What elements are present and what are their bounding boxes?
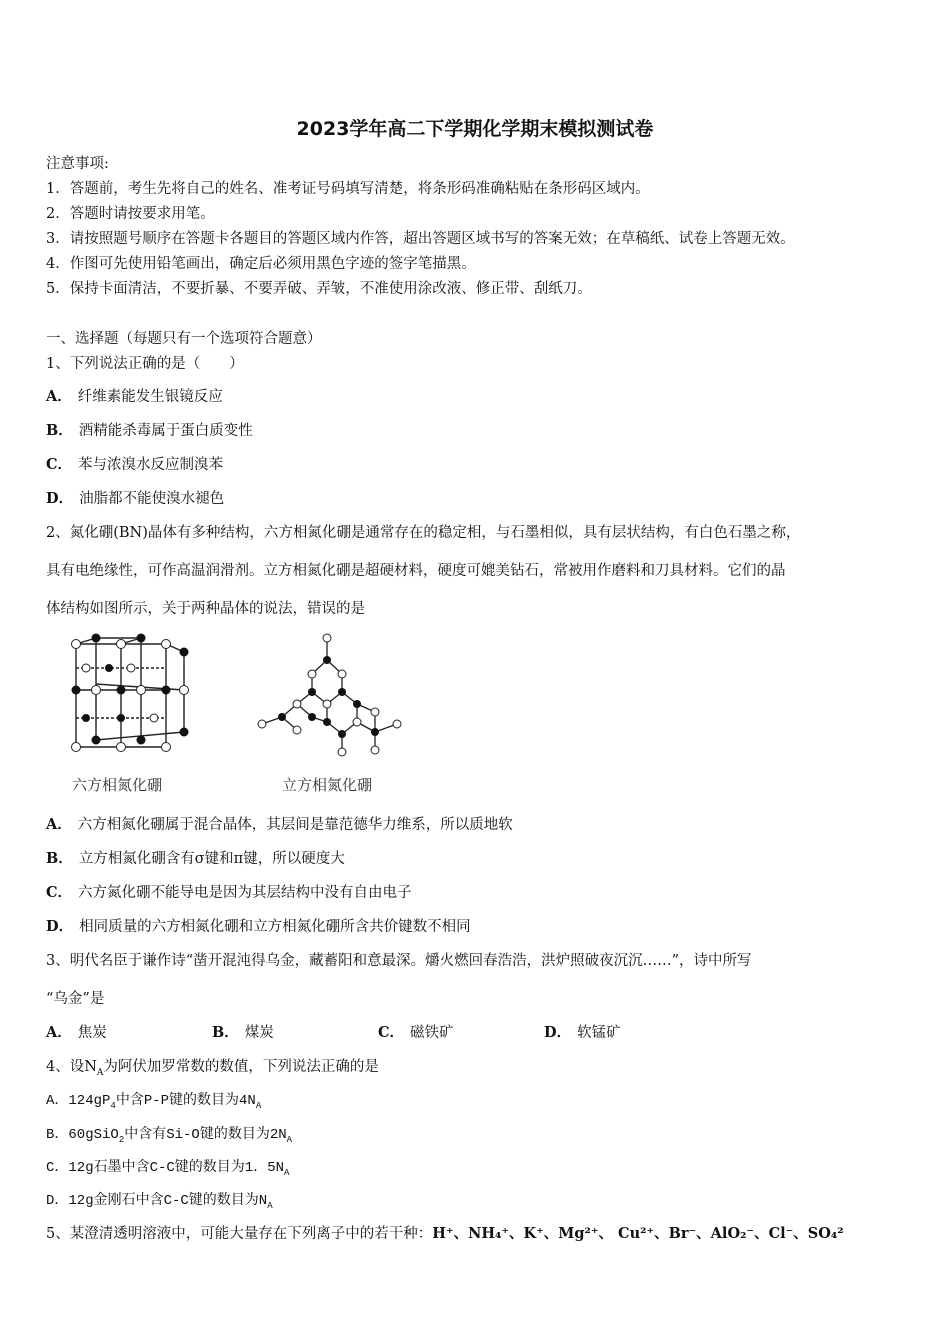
cubic-bn-structure-diagram xyxy=(257,632,417,757)
option-text-pre: A．124gP xyxy=(46,1093,111,1109)
q1-option-a[interactable] xyxy=(46,385,223,406)
caption-cubic-bn: 立方相氮化硼 xyxy=(282,776,373,794)
q2-option-b[interactable] xyxy=(46,847,345,868)
option-text: 煤炭 xyxy=(244,1025,274,1041)
option-letter: C． xyxy=(378,1024,405,1041)
q1-stem: 1、下列说法正确的是（ ） xyxy=(46,356,244,372)
option-text-mid: 中含P-P键的数目为4N xyxy=(115,1093,256,1109)
option-text: 软锰矿 xyxy=(577,1025,621,1041)
option-letter: B． xyxy=(212,1024,239,1041)
bn-crystal-figure xyxy=(62,628,422,803)
q4-option-c[interactable] xyxy=(46,1156,289,1178)
q3-option-c[interactable] xyxy=(378,1021,544,1042)
option-sub: A xyxy=(284,1167,290,1178)
option-text-pre: D．12g金刚石中含C-C键的数目为N xyxy=(46,1193,268,1209)
option-sub: A xyxy=(267,1200,273,1211)
q2-option-a[interactable] xyxy=(46,813,513,834)
q2-option-d[interactable] xyxy=(46,915,471,936)
q3-option-d[interactable] xyxy=(544,1021,710,1042)
notice-item-4: 4．作图可先使用铅笔画出，确定后必须用黑色字迹的签字笔描黑。 xyxy=(46,256,476,272)
notice-heading: 注意事项: xyxy=(46,156,109,172)
q5-ion-list: H⁺、NH₄⁺、K⁺、Mg²⁺、 Cu²⁺、Br⁻、AlO₂⁻、Cl⁻、SO₄² xyxy=(432,1225,844,1242)
option-sub: 4 xyxy=(110,1100,116,1111)
q4-option-b[interactable] xyxy=(46,1123,292,1145)
page-title: 2023学年高二下学期化学期末模拟测试卷 xyxy=(296,118,654,140)
q3-option-a[interactable] xyxy=(46,1021,212,1042)
q3-option-b[interactable] xyxy=(212,1021,378,1042)
option-sub: 2 xyxy=(118,1134,125,1145)
option-letter: B． xyxy=(46,850,73,867)
option-letter: B． xyxy=(46,422,73,439)
option-letter: A． xyxy=(46,1024,72,1041)
notice-item-1: 1．答题前，考生先将自己的姓名、准考证号码填写清楚，将条形码准确粘贴在条形码区域内。 xyxy=(46,181,650,197)
option-letter: D． xyxy=(544,1024,572,1041)
option-text: 纤维素能发生银镜反应 xyxy=(77,389,223,405)
option-letter: A． xyxy=(46,388,72,405)
q4-stem xyxy=(46,1055,379,1078)
option-letter: C． xyxy=(46,884,73,901)
option-sub: A xyxy=(255,1100,262,1111)
option-text: 六方氮化硼不能导电是因为其层结构中没有自由电子 xyxy=(78,885,412,901)
option-text: 立方相氮化硼含有σ键和π键，所以硬度大 xyxy=(78,851,345,867)
option-letter: D． xyxy=(46,490,74,507)
option-text-pre: B．60gSiO xyxy=(46,1127,119,1143)
section-heading: 一、选择题（每题只有一个选项符合题意） xyxy=(46,331,322,347)
q2-stem-line-2: 具有电绝缘性，可作高温润滑剂。立方相氮化硼是超硬材料，硬度可媲美钻石，常被用作磨料和刀具材料。它们的晶 xyxy=(46,563,786,579)
q2-option-c[interactable] xyxy=(46,881,412,902)
option-letter: C． xyxy=(46,456,73,473)
notice-item-5: 5．保持卡面清洁，不要折暴、不要弄破、弄皱，不准使用涂改液、修正带、刮纸刀。 xyxy=(46,281,592,297)
notice-item-3: 3．请按照题号顺序在答题卡各题目的答题区域内作答，超出答题区域书写的答案无效；在草稿纸、试卷上答题无效。 xyxy=(46,231,795,247)
q4-stem-pre: 4、设N xyxy=(46,1059,97,1075)
option-sub: A xyxy=(286,1134,293,1145)
option-text: 六方相氮化硼属于混合晶体，其层间是靠范德华力维系，所以质地软 xyxy=(77,817,513,833)
q4-option-a[interactable] xyxy=(46,1089,261,1111)
notice-item-2: 2．答题时请按要求用笔。 xyxy=(46,206,215,222)
q4-stem-sub: A xyxy=(96,1067,104,1078)
option-text-mid: 中含有Si-O键的数目为2N xyxy=(124,1127,287,1143)
q4-stem-post: 为阿伏加罗常数的数值，下列说法正确的是 xyxy=(103,1059,379,1075)
q2-stem-line-1: 2、氮化硼(BN)晶体有多种结构，六方相氮化硼是通常存在的稳定相，与石墨相似，具有层状结构，有白色石墨之称， xyxy=(46,525,801,541)
q4-option-d[interactable] xyxy=(46,1189,273,1211)
q3-stem-line-1: 3、明代名臣于谦作诗“凿开混沌得乌金，藏蓄阳和意最深。爝火燃回春浩浩，洪炉照破夜沉沉……”，诗中所写 xyxy=(46,953,752,969)
option-letter: A． xyxy=(46,816,72,833)
option-text: 油脂都不能使溴水褪色 xyxy=(79,491,225,507)
option-letter: D． xyxy=(46,918,74,935)
q1-option-d[interactable] xyxy=(46,487,224,508)
q3-stem-line-2: “乌金”是 xyxy=(46,991,105,1007)
option-text: 酒精能杀毒属于蛋白质变性 xyxy=(78,423,253,439)
q5-stem-text: 5、某澄清透明溶液中，可能大量存在下列离子中的若干种： xyxy=(46,1226,433,1242)
option-text-pre: C．12g石墨中含C-C键的数目为1．5N xyxy=(46,1160,285,1176)
option-text: 磁铁矿 xyxy=(410,1025,454,1041)
q3-options-row xyxy=(46,1021,710,1042)
option-text: 焦炭 xyxy=(77,1025,107,1041)
q5-stem xyxy=(46,1222,844,1243)
option-text: 苯与浓溴水反应制溴苯 xyxy=(78,457,224,473)
q2-stem-line-3: 体结构如图所示，关于两种晶体的说法，错误的是 xyxy=(46,601,365,617)
option-text: 相同质量的六方相氮化硼和立方相氮化硼所含共价键数不相同 xyxy=(79,919,471,935)
q1-option-c[interactable] xyxy=(46,453,223,474)
q1-option-b[interactable] xyxy=(46,419,253,440)
hexagonal-bn-structure-diagram xyxy=(66,632,196,757)
caption-hexagonal-bn: 六方相氮化硼 xyxy=(72,776,163,794)
